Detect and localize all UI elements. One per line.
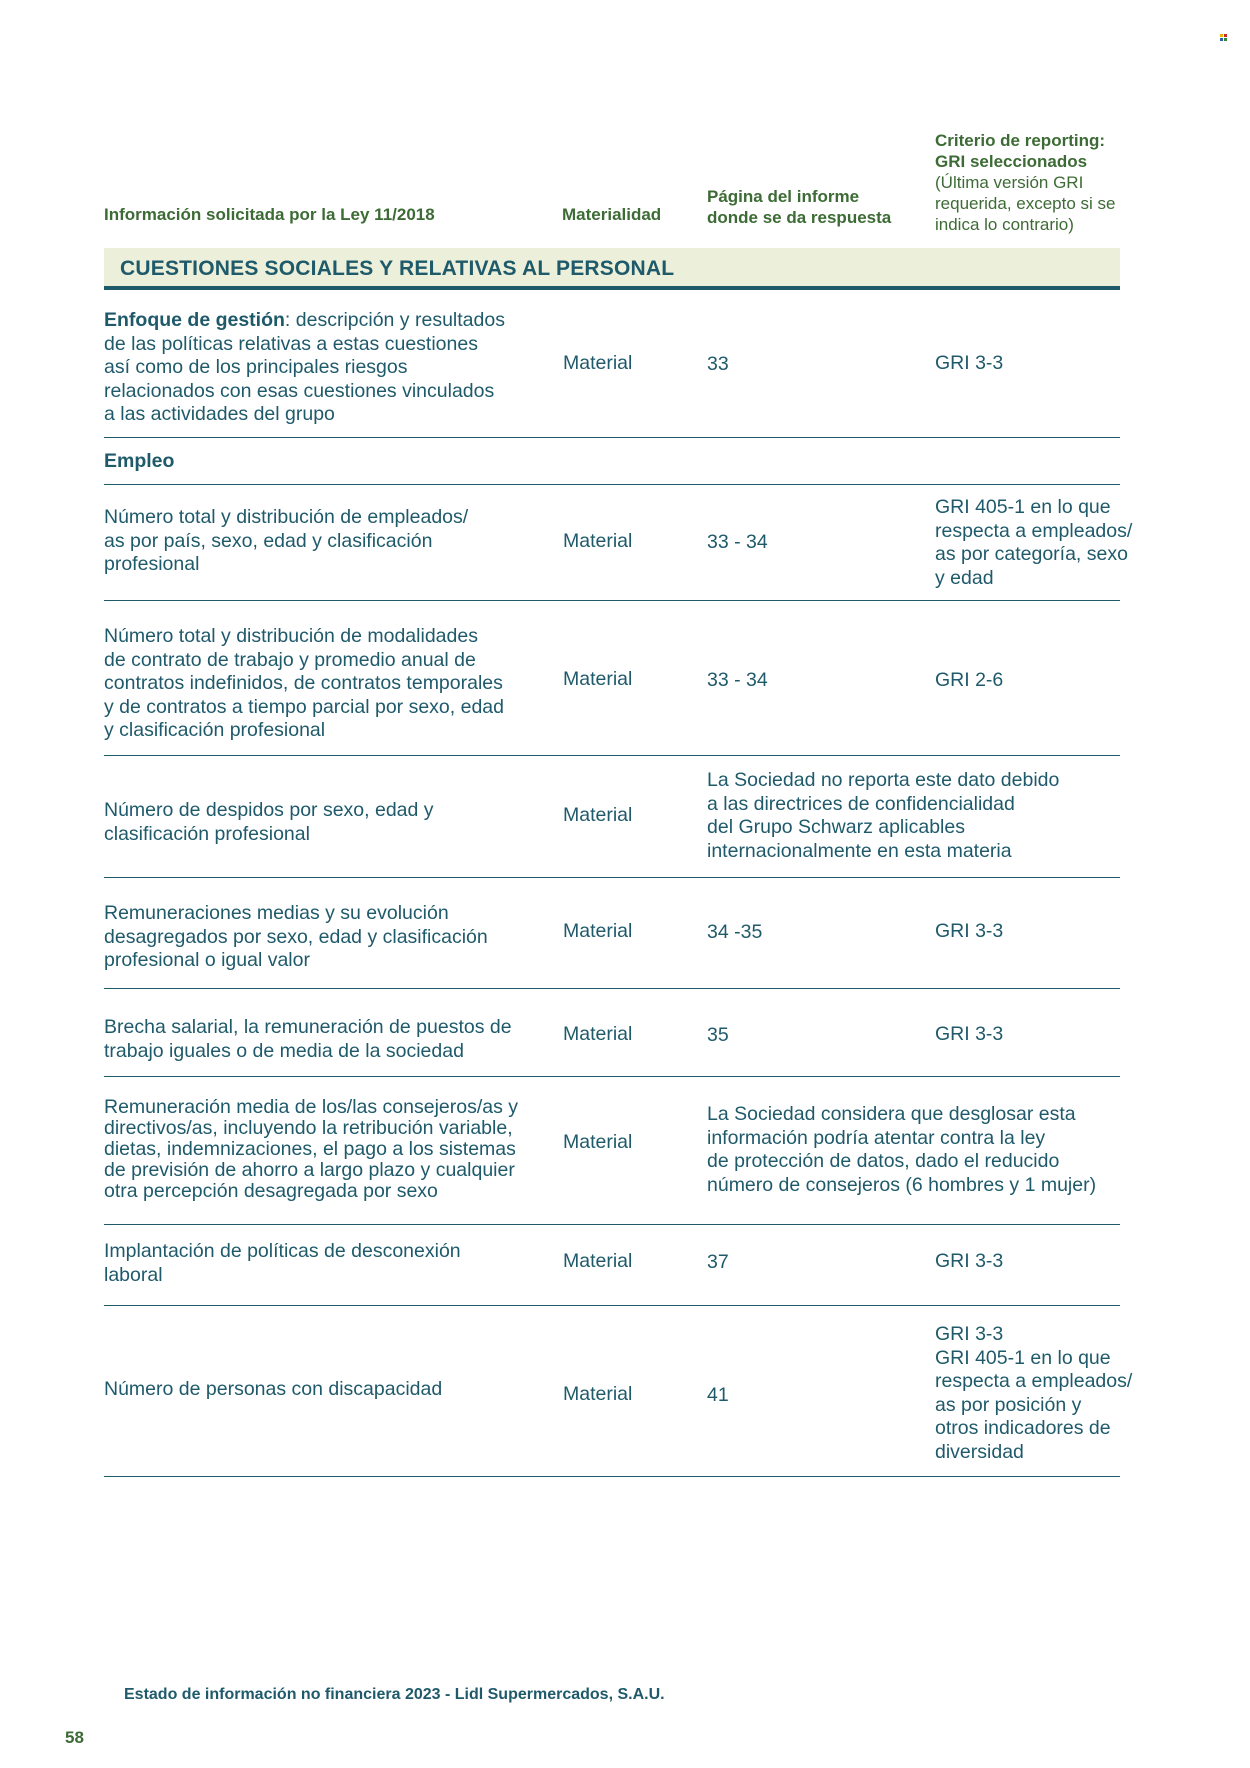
row-remuneraciones-criterio: GRI 3-3 <box>935 920 1004 942</box>
logo-icon <box>1220 34 1227 41</box>
row-discapacidad-materialidad: Material <box>563 1383 633 1405</box>
row-despidos-info: Número de despidos por sexo, edad y clasificación profesional <box>104 799 434 845</box>
row-contratos-criterio: GRI 2-6 <box>935 669 1004 691</box>
row-empleados-criterio: GRI 405-1 en lo que respecta a empleados/ as por categoría, sexo y edad <box>935 496 1133 589</box>
row-discapacidad-info: Número de personas con discapacidad <box>104 1378 443 1400</box>
row-divider <box>104 600 1120 601</box>
row-brecha-pagina: 35 <box>707 1024 729 1046</box>
row-discapacidad-criterio: GRI 3-3 GRI 405-1 en lo que respecta a empleados/ as por posición y otros indicadores de diversidad <box>935 1323 1133 1463</box>
row-empleados-materialidad: Material <box>563 530 633 552</box>
header-criterio: Criterio de reporting: GRI seleccionados (Última versión GRI requerida, excepto si se indica lo contrario) <box>935 131 1116 234</box>
row-desconexion-pagina: 37 <box>707 1251 729 1273</box>
row-discapacidad-pagina: 41 <box>707 1384 729 1406</box>
header-pagina: Página del informe donde se da respuesta <box>707 187 892 227</box>
row-desconexion-materialidad: Material <box>563 1250 633 1272</box>
row-remuneraciones-materialidad: Material <box>563 920 633 942</box>
row-despidos-nota: La Sociedad no reporta este dato debido a las directrices de confidencialidad del Grupo Schwarz aplicables internacionalmente en esta materia <box>707 769 1060 862</box>
row-consejeros-info: Remuneración media de los/las consejeros/as y directivos/as, incluyendo la retribución variable, dietas, indemnizaciones, el pago a los sistemas de previsión de ahorro a largo plazo y cualquier otra percepción desagregada por sexo <box>104 1096 519 1202</box>
row-contratos-pagina: 33 - 34 <box>707 669 768 691</box>
row-enfoque-materialidad: Material <box>563 352 633 374</box>
row-desconexion-info: Implantación de políticas de desconexión laboral <box>104 1240 461 1286</box>
row-divider <box>104 988 1120 989</box>
row-divider <box>104 1224 1120 1225</box>
row-brecha-materialidad: Material <box>563 1023 633 1045</box>
row-divider <box>104 1076 1120 1077</box>
row-divider <box>104 1476 1120 1477</box>
row-desconexion-criterio: GRI 3-3 <box>935 1250 1004 1272</box>
row-remuneraciones-pagina: 34 -35 <box>707 921 763 943</box>
row-contratos-info: Número total y distribución de modalidades de contrato de trabajo y promedio anual de contratos indefinidos, de contratos temporales y de contratos a tiempo parcial por sexo, edad y clasificación profesional <box>104 625 504 741</box>
header-info-solicitada: Información solicitada por la Ley 11/2018 <box>104 205 435 224</box>
row-remuneraciones-info: Remuneraciones medias y su evolución desagregados por sexo, edad y clasificación profesional o igual valor <box>104 902 488 971</box>
row-divider <box>104 437 1120 438</box>
row-divider <box>104 1305 1120 1306</box>
footer-title: Estado de información no financiera 2023 - Lidl Supermercados, S.A.U. <box>124 1686 665 1703</box>
row-enfoque-info: Enfoque de gestión: descripción y resultados de las políticas relativas a estas cuestiones así como de los principales riesgos relacionados con esas cuestiones vinculados a las actividades del grupo <box>104 309 505 425</box>
subheading-empleo: Empleo <box>104 450 175 472</box>
row-brecha-info: Brecha salarial, la remuneración de puestos de trabajo iguales o de media de la sociedad <box>104 1016 512 1062</box>
row-divider <box>104 484 1120 485</box>
row-empleados-info: Número total y distribución de empleados/ as por país, sexo, edad y clasificación profesional <box>104 506 469 575</box>
header-materialidad: Materialidad <box>562 205 662 224</box>
row-consejeros-materialidad: Material <box>563 1131 633 1153</box>
section-title: CUESTIONES SOCIALES Y RELATIVAS AL PERSONAL <box>120 257 675 280</box>
row-brecha-criterio: GRI 3-3 <box>935 1023 1004 1045</box>
row-enfoque-pagina: 33 <box>707 353 729 375</box>
row-divider <box>104 755 1120 756</box>
row-despidos-materialidad: Material <box>563 804 633 826</box>
page-number: 58 <box>65 1728 84 1747</box>
row-contratos-materialidad: Material <box>563 668 633 690</box>
section-band <box>104 248 1120 290</box>
row-consejeros-nota: La Sociedad considera que desglosar esta información podría atentar contra la ley de protección de datos, dado el reducido número de consejeros (6 hombres y 1 mujer) <box>707 1103 1097 1196</box>
row-divider <box>104 877 1120 878</box>
row-empleados-pagina: 33 - 34 <box>707 531 768 553</box>
row-enfoque-criterio: GRI 3-3 <box>935 352 1004 374</box>
